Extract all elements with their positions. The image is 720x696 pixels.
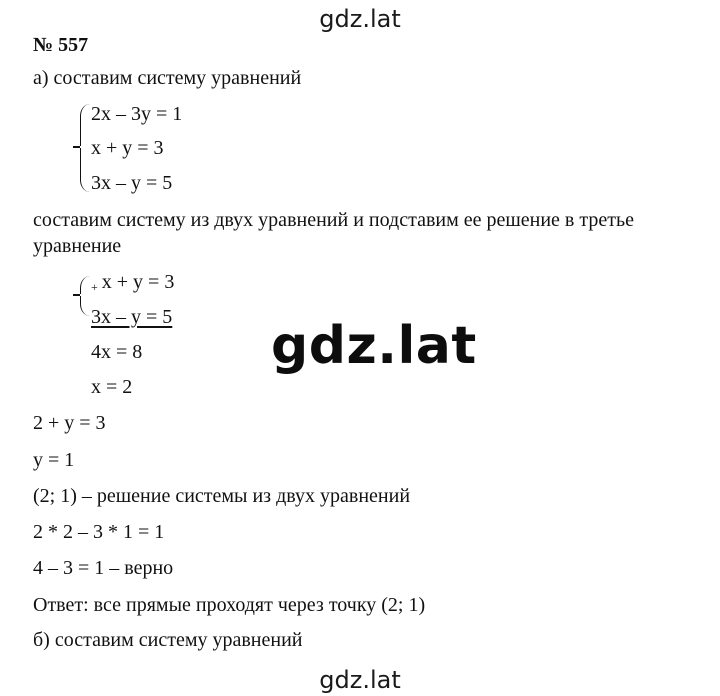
explanation-line-1: составим систему из двух уравнений и подставим ее решение в третье	[33, 209, 634, 231]
solution-line: 2 * 2 – 3 * 1 = 1	[33, 521, 165, 543]
equation: 3x – y = 5	[91, 172, 173, 194]
step: 4x = 8	[91, 341, 143, 363]
equation	[91, 270, 174, 296]
watermark-center: gdz.lat	[271, 316, 477, 376]
part-b-heading: б) составим систему уравнений	[33, 629, 303, 651]
part-a-heading: а) составим систему уравнений	[33, 67, 302, 89]
watermark-bottom: gdz.lat	[319, 666, 401, 694]
explanation-line-2: уравнение	[33, 235, 122, 257]
equation: x + y = 3	[91, 137, 164, 159]
plus-sign: +	[91, 280, 98, 294]
solution-line: y = 1	[33, 449, 75, 471]
equation-text: x + y = 3	[101, 271, 175, 293]
brace-tip	[73, 294, 80, 296]
solution-line: 2 + y = 3	[33, 412, 106, 434]
solution-line: (2; 1) – решение системы из двух уравнений	[33, 485, 411, 507]
equation: 2x – 3y = 1	[91, 103, 183, 125]
equation: 3x – y = 5	[91, 306, 173, 328]
problem-number: № 557	[33, 34, 89, 56]
solution-line: 4 – 3 = 1 – верно	[33, 557, 174, 579]
brace-tip	[73, 146, 80, 148]
watermark-top: gdz.lat	[319, 5, 401, 33]
step: x = 2	[91, 376, 133, 398]
answer-line: Ответ: все прямые проходят через точку (2; 1)	[33, 594, 426, 616]
